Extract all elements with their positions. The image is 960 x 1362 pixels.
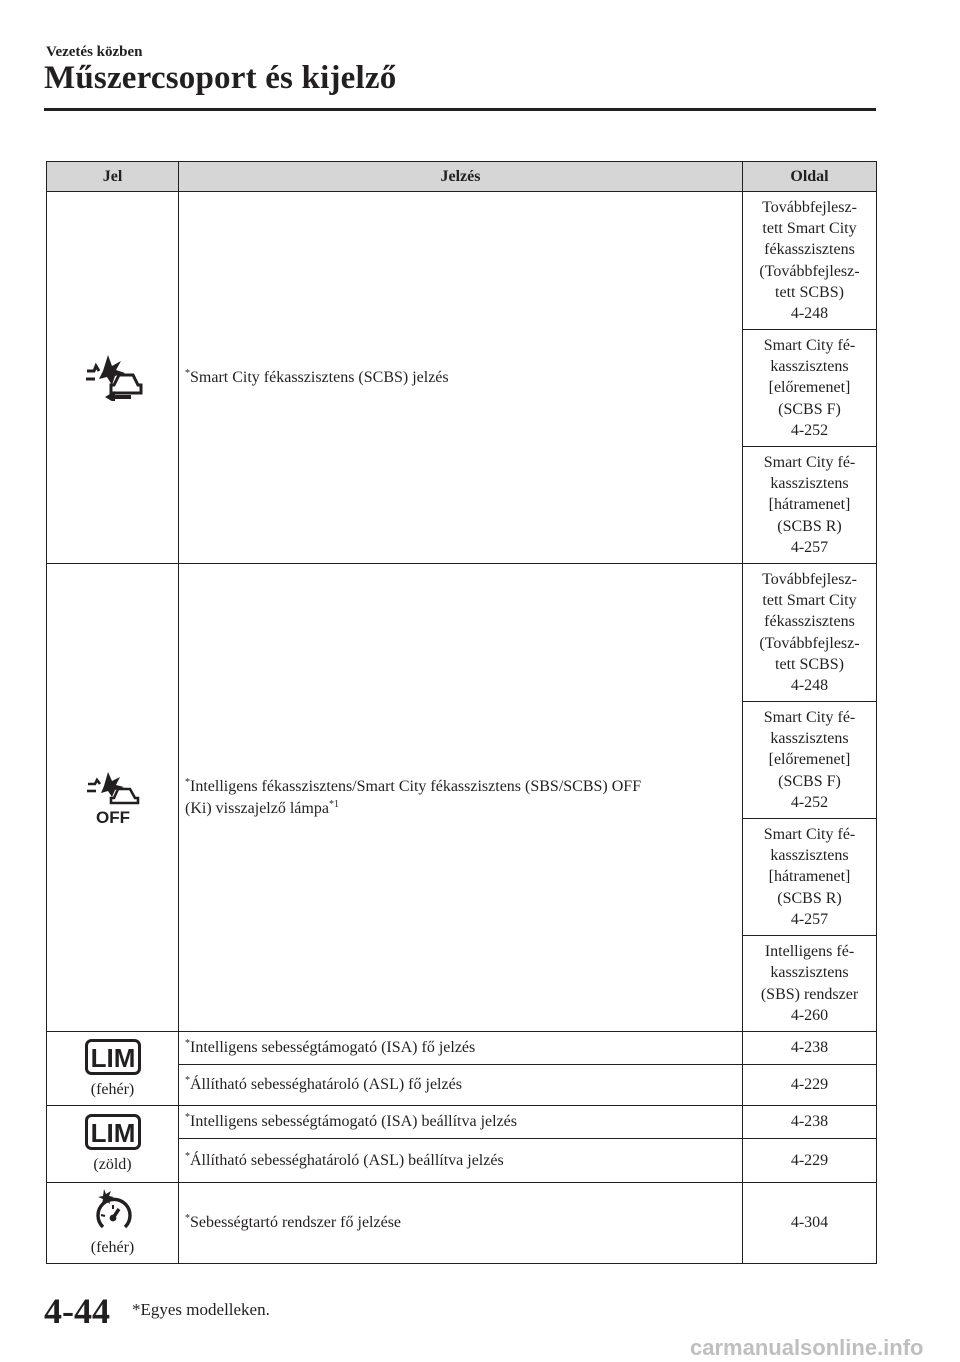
symbol-cell [47,564,179,1032]
indication-cell: *Állítható sebességhatároló (ASL) fő jelzés [179,1065,743,1106]
symbol-cell [47,192,179,564]
icon-caption: (zöld) [93,1156,132,1173]
page-ref: Smart City fé- kasszisztens [előremenet] (SCBS F) 4-252 [743,330,877,447]
page-ref: Smart City fé- kasszisztens [hátramenet] (SCBS R) 4-257 [743,447,877,564]
indicator-table [46,161,877,1264]
lim-label: LIM [90,1042,135,1073]
table-header-row [47,162,877,192]
symbol-cell [47,1183,179,1264]
column-header-symbol: Jel [47,162,179,192]
page-ref: 4-238 [743,1106,877,1139]
lim-icon [85,1039,141,1075]
column-header-indication: Jelzés [179,162,743,192]
page-ref: Intelligens fé- kasszisztens (SBS) rendszer 4-260 [743,936,877,1032]
lim-label: LIM [90,1118,135,1148]
indication-text: Állítható sebességhatároló (ASL) beállítva jelzés [190,1151,504,1169]
indication-text: Intelligens sebességtámogató (ISA) beállítva jelzés [190,1113,518,1130]
indication-text: Intelligens sebességtámogató (ISA) fő jelzés [190,1039,476,1056]
indication-cell: *Intelligens fékasszisztens/Smart City fékasszisztens (SBS/SCBS) OFF (Ki) visszajelző lámpa$^{*1}$ [179,564,743,1032]
indication-text: Sebességtartó rendszer fő jelzése [190,1214,402,1231]
icon-caption: (fehér) [90,1080,135,1098]
indication-text-continued: (Ki) visszajelző lámpa [185,799,329,817]
page-ref: Smart City fé- kasszisztens [előremenet] (SCBS F) 4-252 [743,702,877,819]
page-ref: 4-229 [743,1139,877,1183]
table-row [47,192,877,330]
indication-text: Állítható sebességhatároló (ASL) fő jelzés [190,1076,462,1093]
page-ref: 4-304 [743,1183,877,1264]
indication-cell: *Intelligens sebességtámogató (ISA) beállítva jelzés [179,1106,743,1139]
indication-cell: *Intelligens sebességtámogató (ISA) fő jelzés [179,1032,743,1065]
lim-icon [85,1114,141,1150]
indication-text: Smart City fékasszisztens (SCBS) jelzés [190,368,449,386]
table-row [47,1106,877,1139]
title-rule [44,108,876,111]
table-row [47,1032,877,1065]
page-title: Műszercsoport és kijelző [44,60,397,96]
indication-cell: *Smart City fékasszisztens (SCBS) jelzés [179,192,743,564]
page-number: 4-44 [44,1291,110,1331]
page-ref: Továbbfejlesz- tett Smart City fékasszisztens (Továbbfejlesz- tett SCBS) 4-248 [743,564,877,702]
scbs-off-icon [84,772,142,824]
symbol-cell [47,1106,179,1183]
table-row [47,564,877,702]
off-label: OFF [95,807,130,824]
cruise-control-icon [93,1189,133,1233]
indication-cell: *Sebességtartó rendszer fő jelzése [179,1183,743,1264]
footnote: *Egyes modelleken. [132,1300,270,1319]
page-ref: 4-238 [743,1032,877,1065]
icon-caption: (fehér) [90,1239,135,1256]
indication-text: Intelligens fékasszisztens/Smart City fékasszisztens (SBS/SCBS) OFF [190,777,642,795]
section-label: Vezetés közben [46,44,143,60]
symbol-cell [47,1032,179,1106]
watermark: carmanualsonline.info [690,1335,924,1360]
table-row [47,1183,877,1264]
page-ref: Smart City fé- kasszisztens [hátramenet] (SCBS R) 4-257 [743,819,877,936]
indication-cell: *Állítható sebességhatároló (ASL) beállítva jelzés [179,1139,743,1183]
page-ref: 4-229 [743,1065,877,1106]
scbs-car-collision-icon [81,355,145,401]
page-ref: Továbbfejlesz- tett Smart City fékasszisztens (Továbbfejlesz- tett SCBS) 4-248 [743,192,877,330]
column-header-page: Oldal [743,162,877,192]
